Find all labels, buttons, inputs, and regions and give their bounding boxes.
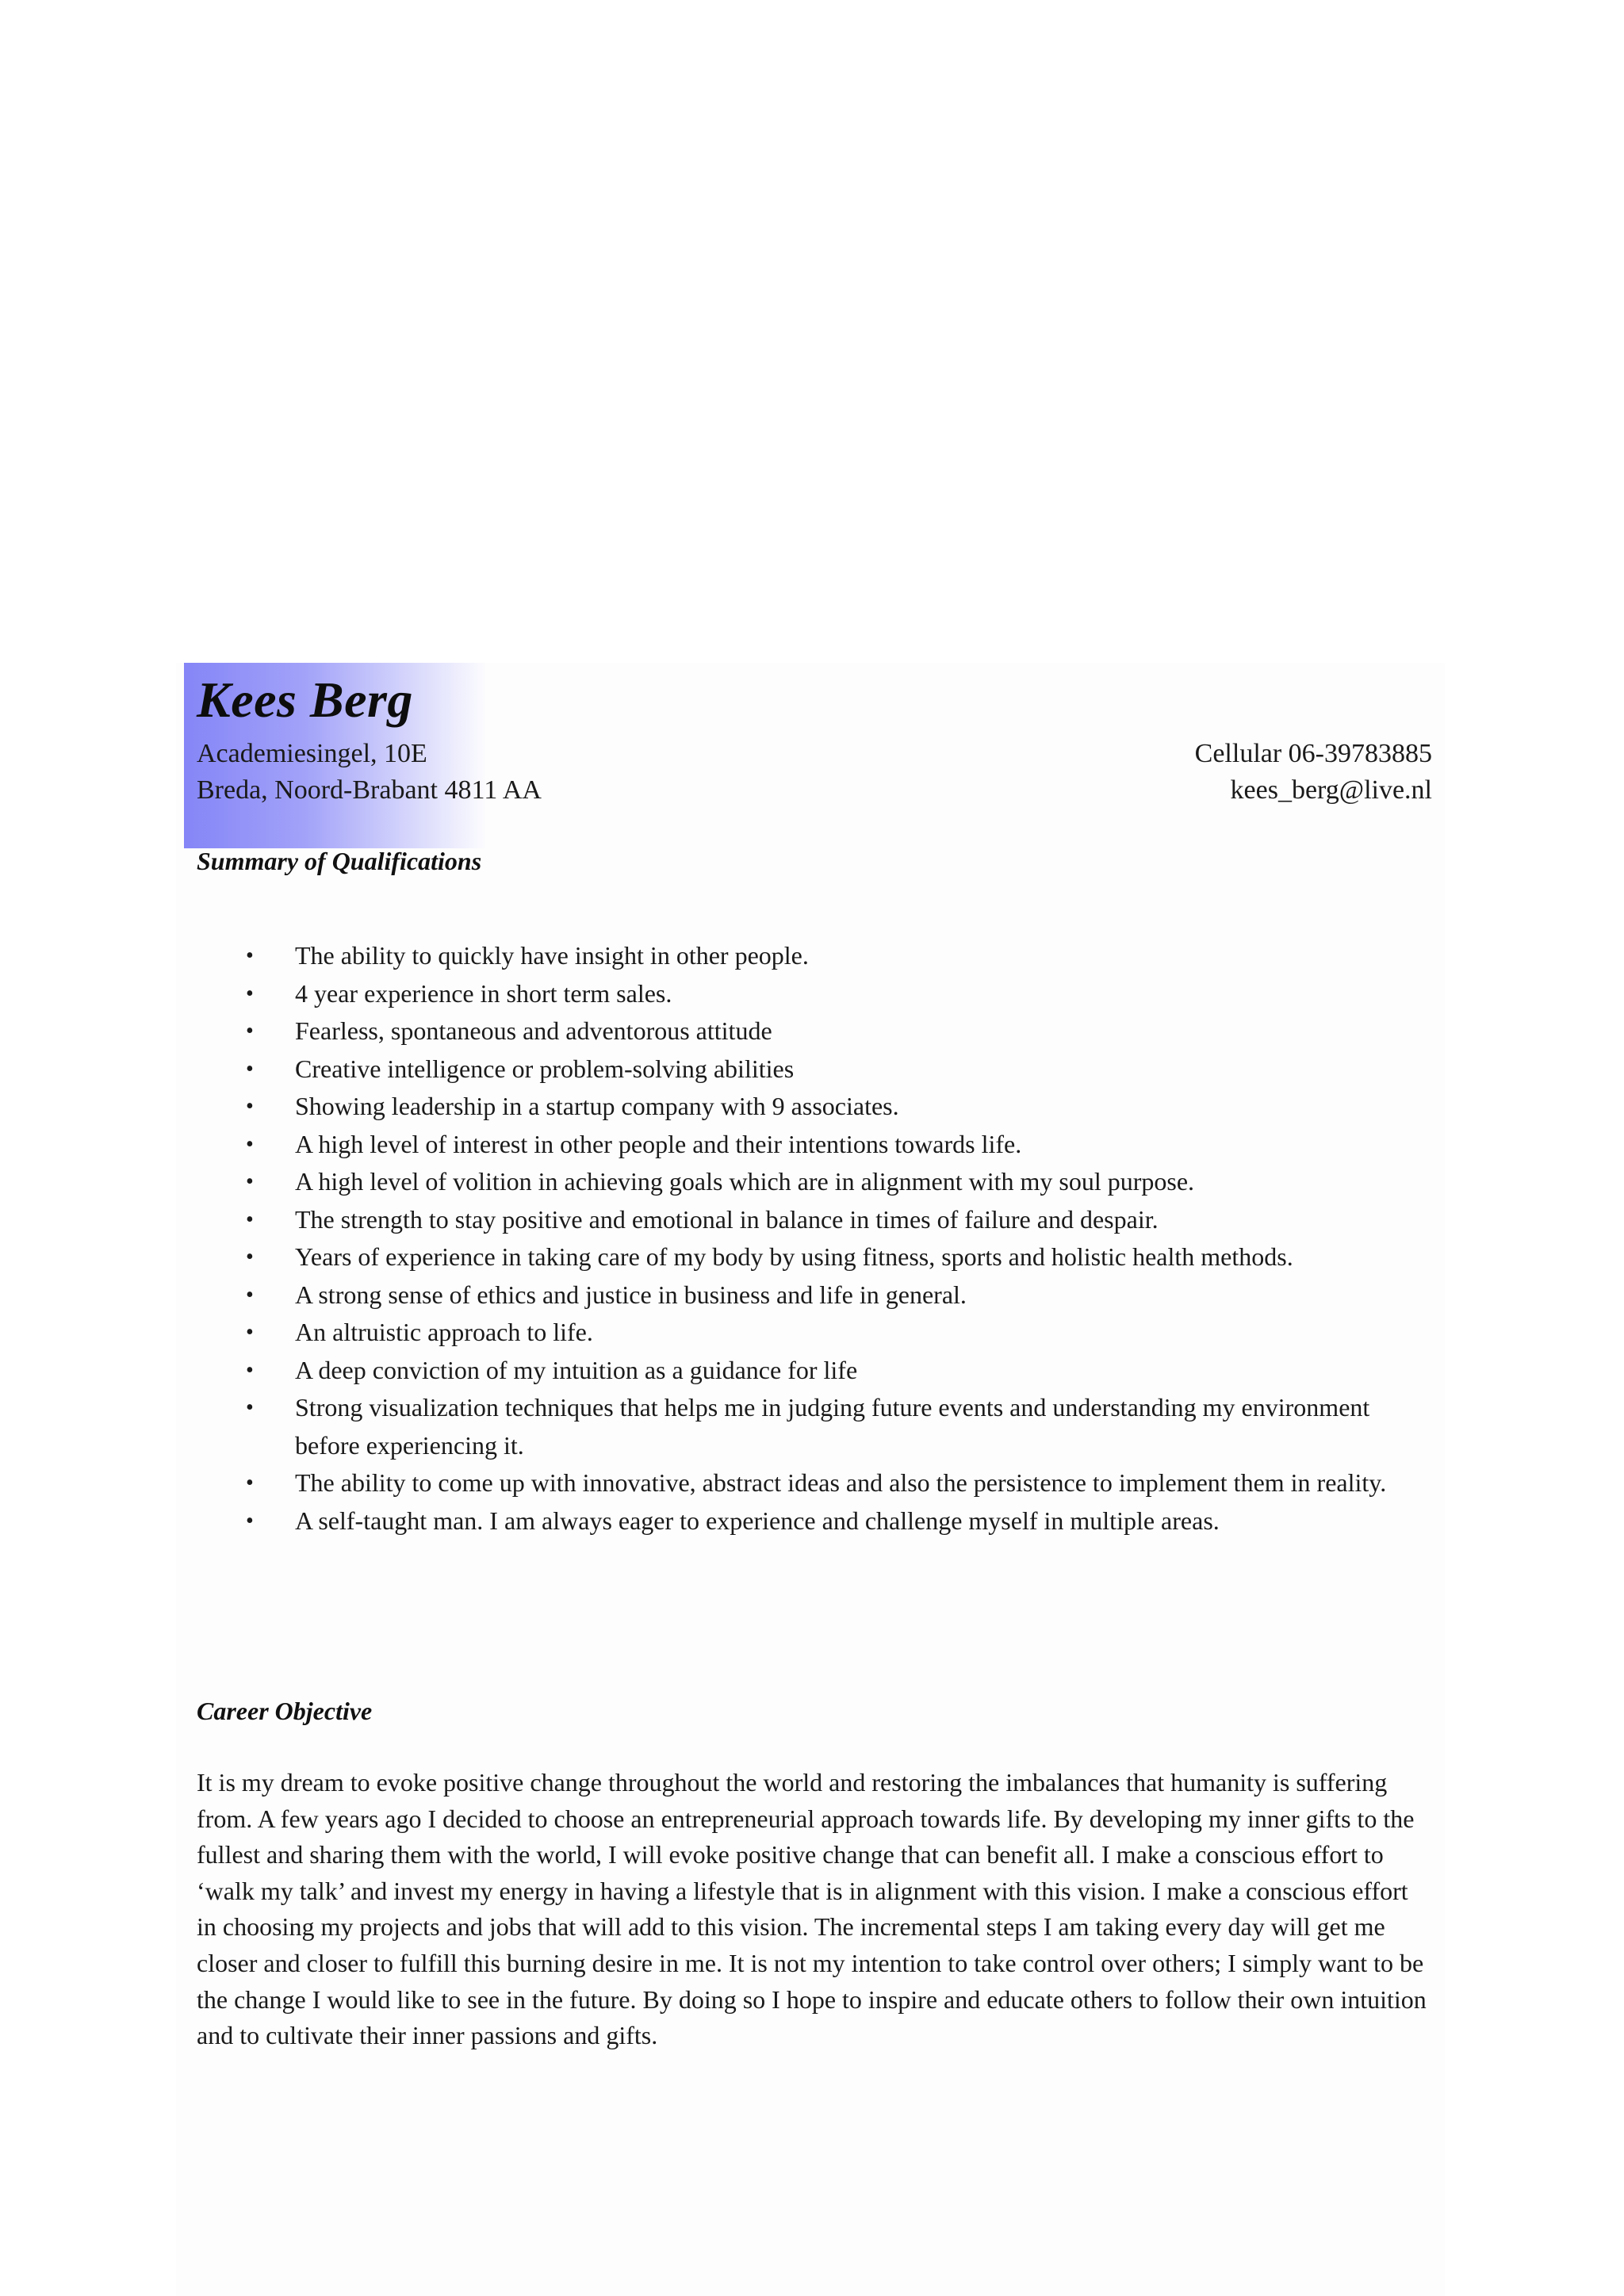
qualification-item [238, 1238, 1427, 1276]
qualification-text: A self-taught man. I am always eager to experience and challenge myself in multiple areas. [295, 1506, 1220, 1535]
bullet-icon: • [246, 1245, 254, 1269]
bullet-icon: • [246, 1357, 254, 1383]
qualification-text: Strong visualization techniques that helps me in judging future events and understanding my environment before experiencing it. [295, 1393, 1370, 1460]
bullet-icon: • [246, 1508, 254, 1533]
bullet-icon: • [246, 1282, 254, 1307]
address-line-1: Academiesingel, 10E [197, 739, 427, 768]
qualification-text: A high level of volition in achieving goals which are in alignment with my soul purpose. [295, 1167, 1195, 1196]
qualification-item [238, 1464, 1427, 1502]
qualification-item [238, 1050, 1427, 1089]
bullet-icon: • [246, 1019, 254, 1043]
qualification-text: A deep conviction of my intuition as a guidance for life [295, 1355, 858, 1384]
qualification-text: The strength to stay positive and emotional in balance in times of failure and despair. [295, 1204, 1159, 1234]
address-line-2: Breda, Noord-Brabant 4811 AA [197, 775, 542, 805]
bullet-icon: • [246, 981, 254, 1006]
applicant-name: Kees Berg [197, 672, 413, 728]
qualification-item [238, 975, 1427, 1013]
bullet-icon: • [246, 1169, 254, 1194]
qualification-text: Fearless, spontaneous and adventorous attitude [295, 1016, 772, 1045]
bullet-icon: • [246, 1471, 254, 1495]
career-objective-text: It is my dream to evoke positive change throughout the world and restoring the imbalances that humanity is suffering from. A few years ago I decided to choose an entrepreneurial approach towards life. By developing my inner gifts to the fullest and sharing them with the world, I will evoke positive change that can benefit all. I make a conscious effort to ‘walk my talk’ and invest my energy in having a lifestyle that is in alignment with this vision. I make a conscious effort in choosing my projects and jobs that will add to this vision. The incremental steps I am taking every day will get me closer and closer to fulfill this burning desire in me. It is not my intention to take control over others; I simply want to be the change I would like to see in the future. By doing so I hope to inspire and educate others to follow their own intuition and to cultivate their inner passions and gifts. [197, 1768, 1427, 2050]
summary-heading: Summary of Qualifications [197, 847, 482, 875]
qualification-text: 4 year experience in short term sales. [295, 978, 672, 1008]
bullet-icon: • [246, 1395, 254, 1420]
qualification-item [238, 1163, 1427, 1201]
qualification-item [238, 1314, 1427, 1352]
bullet-icon: • [246, 1094, 254, 1119]
qualification-item [238, 1126, 1427, 1164]
qualification-item [238, 1502, 1427, 1540]
qualification-text: Creative intelligence or problem-solving abilities [295, 1054, 795, 1083]
qualifications-list [238, 937, 1427, 1540]
qualification-text: A strong sense of ethics and justice in business and life in general. [295, 1280, 967, 1309]
career-objective-heading: Career Objective [197, 1697, 373, 1725]
qualification-item [238, 1088, 1427, 1126]
qualification-text: Showing leadership in a startup company with 9 associates. [295, 1092, 899, 1120]
email-address: kees_berg@live.nl [1230, 775, 1432, 805]
cellular-number: Cellular 06-39783885 [1194, 739, 1432, 768]
bullet-icon: • [246, 943, 254, 968]
qualification-item [238, 1276, 1427, 1314]
bullet-icon: • [246, 1207, 254, 1232]
bullet-icon: • [246, 1056, 254, 1081]
qualification-text: The ability to quickly have insight in other people. [295, 941, 809, 970]
bullet-icon: • [246, 1131, 254, 1157]
qualification-text: A high level of interest in other people and their intentions towards life. [295, 1129, 1022, 1158]
qualification-text: Years of experience in taking care of my body by using fitness, sports and holistic health methods. [295, 1242, 1293, 1271]
qualification-item [238, 1012, 1427, 1050]
qualification-item [238, 1201, 1427, 1239]
bullet-icon: • [246, 1320, 254, 1345]
qualification-item [238, 937, 1427, 975]
qualification-text: An altruistic approach to life. [295, 1318, 593, 1346]
qualification-text: The ability to come up with innovative, abstract ideas and also the persistence to implement them in reality. [295, 1468, 1387, 1497]
qualification-item [238, 1389, 1427, 1464]
qualification-item [238, 1352, 1427, 1390]
